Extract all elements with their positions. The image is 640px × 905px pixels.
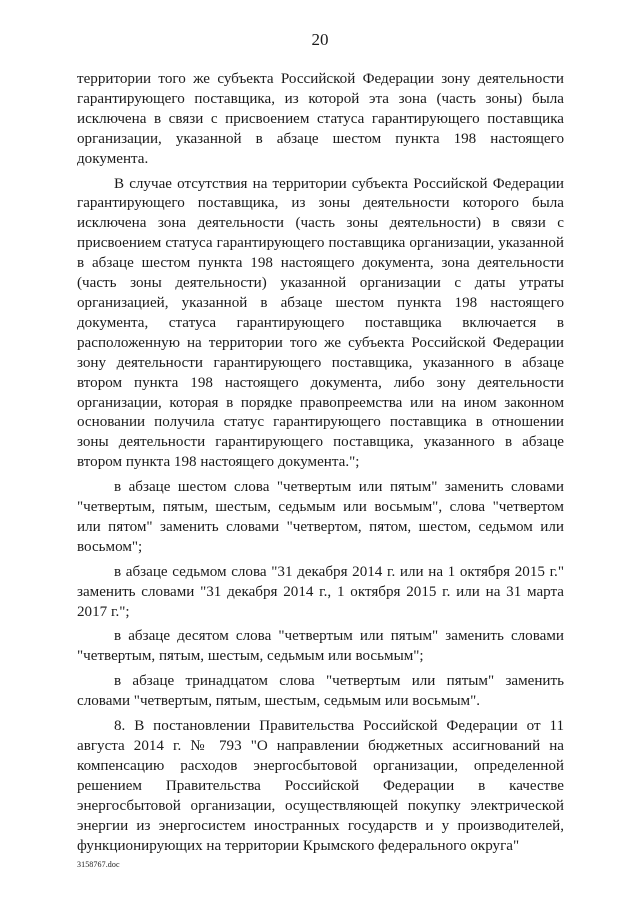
paragraph-amend-tenth: в абзаце десятом слова "четвертым или пятым" заменить словами "четвертым, пятым, шестым, седьмым или восьмым"; — [77, 628, 564, 665]
paragraph-item-8: 8. В постановлении Правительства Российской Федерации от 11 августа 2014 г. № 793 "О направлении бюджетных ассигнований на компенсацию расходов энергосбытовой организации, определенной решением Правительства Российской Федерации в качестве энергосбытовой организации, осуществляющей покупку электрической энергии из энергосистем иностранных государств и у производителей, функционирующих на территории Крымского федерального округа" — [77, 718, 564, 854]
paragraph-amend-seventh: в абзаце седьмом слова "31 декабря 2014 г. или на 1 октября 2015 г." заменить словами "31 декабря 2014 г., 1 октября 2015 г. или на 31 марта 2017 г."; — [77, 563, 564, 620]
paragraph-amend-thirteenth: в абзаце тринадцатом слова "четвертым или пятым" заменить словами "четвертым, пятым, шестым, седьмым или восьмым". — [77, 673, 564, 710]
page-number: 20 — [311, 30, 329, 49]
paragraph-absence-case: В случае отсутствия на территории субъекта Российской Федерации гарантирующего поставщика, из зоны деятельности которого была исключена зона деятельности (часть зоны деятельности) в связи с присвоением статуса гарантирующего поставщика организации, указанной в абзаце шестом пункта 198 настоящего документа, зона деятельности (часть зоны деятельности) указанной организации с даты утраты организацией, указанной в абзаце шестом пункта 198 настоящего документа, статуса гарантирующего поставщика включается в расположенную на территории того же субъекта Российской Федерации зону деятельности гарантирующего поставщика, указанного в абзаце втором пункта 198 настоящего документа, либо зону деятельности организации, которая в порядке правопреемства или на ином законном основании получила статус гарантирующего поставщика в отношении зоны деятельности гарантирующего поставщика, указанного в абзаце втором пункта 198 настоящего документа."; — [77, 175, 564, 471]
footer-doc-id: 3158767.doc — [77, 860, 120, 869]
document-body — [77, 70, 564, 861]
paragraph-amend-sixth: в абзаце шестом слова "четвертым или пятым" заменить словами "четвертым, пятым, шестым, седьмым или восьмым", слова "четвертом или пятом" заменить словами "четвертом, пятом, шестом, седьмом или восьмом"; — [77, 479, 564, 555]
paragraph-continuation: территории того же субъекта Российской Федерации зону деятельности гарантирующего поставщика, из которой эта зона (часть зоны) была исключена в связи с присвоением статуса гарантирующего поставщика организации, указанной в абзаце шестом пункта 198 настоящего документа. — [77, 71, 564, 167]
